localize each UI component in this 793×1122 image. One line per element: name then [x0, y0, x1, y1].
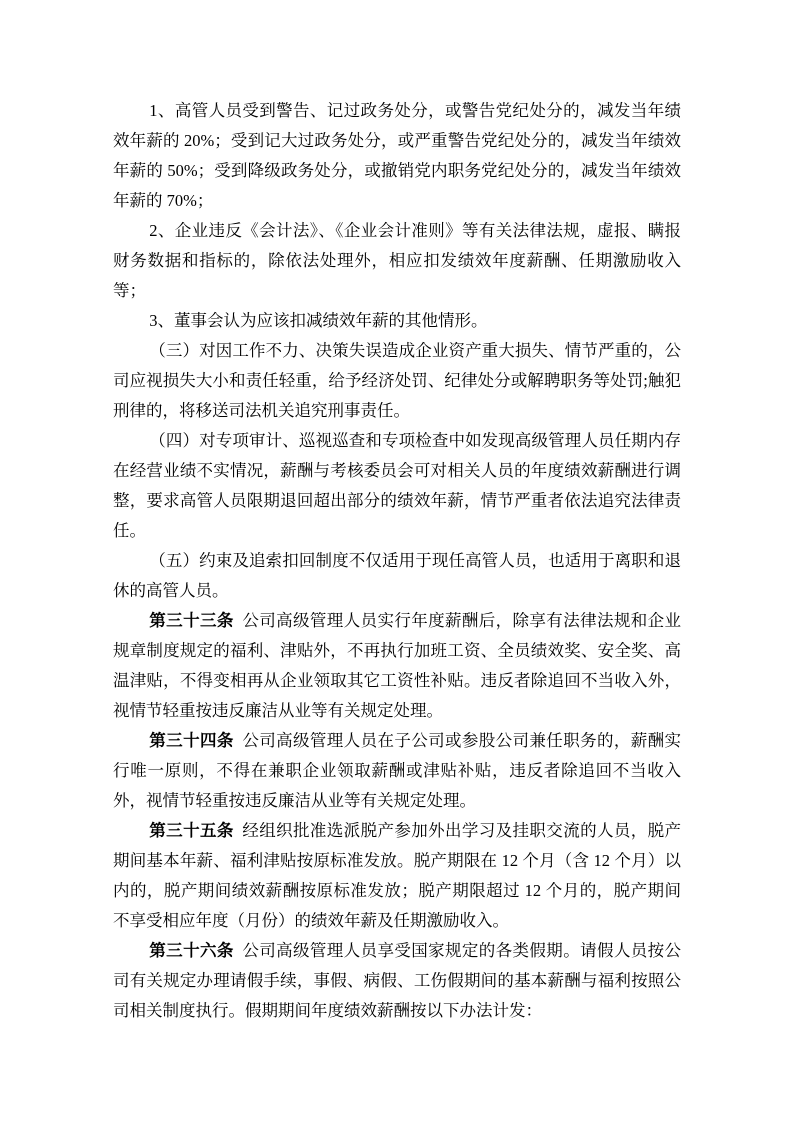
- article-paragraph: 第三十四条 公司高级管理人员在子公司或参股公司兼任职务的，薪酬实行唯一原则，不得在兼职企业领取薪酬或津贴补贴，违反者除追回不当收入外，视情节轻重按违反廉洁从业等有关规定处理。: [113, 731, 682, 810]
- article-number: 第三十四条: [149, 731, 234, 750]
- article-number: 第三十五条: [149, 821, 234, 840]
- body-paragraph: （三）对因工作不力、决策失误造成企业资产重大损失、情节严重的，公司应视损失大小和责任轻重，给予经济处罚、纪律处分或解聘职务等处罚;触犯刑律的，将移送司法机关追究刑事责任。: [113, 341, 681, 420]
- body-paragraph: 3、董事会认为应该扣减绩效年薪的其他情形。: [149, 311, 488, 330]
- article-paragraph: 第三十六条 公司高级管理人员享受国家规定的各类假期。请假人员按公司有关规定办理请假手续，事假、病假、工伤假期间的基本薪酬与福利按照公司相关制度执行。假期期间年度绩效薪酬按以下办法计发：: [113, 941, 682, 1020]
- article-paragraph: 第三十五条 经组织批准选派脱产参加外出学习及挂职交流的人员，脱产期间基本年薪、福利津贴按原标准发放。脱产期限在 12 个月（含 12 个月）以内的，脱产期间绩效薪酬按原标准发放；脱产期限超过 12 个月的，脱产期间不享受相应年度（月份）的绩效年薪及任期激励收入。: [113, 821, 682, 930]
- document-body: [113, 96, 681, 1026]
- body-paragraph: （四）对专项审计、巡视巡查和专项检查中如发现高级管理人员任期内存在经营业绩不实情况，薪酬与考核委员会可对相关人员的年度绩效薪酬进行调整，要求高管人员限期退回超出部分的绩效年薪，情节严重者依法追究法律责任。: [113, 431, 681, 540]
- body-paragraph: 2、企业违反《会计法》、《企业会计准则》等有关法律法规，虚报、瞒报财务数据和指标的，除依法处理外，相应扣发绩效年度薪酬、任期激励收入等；: [113, 221, 681, 300]
- body-paragraph: 1、高管人员受到警告、记过政务处分，或警告党纪处分的，减发当年绩效年薪的 20%；受到记大过政务处分，或严重警告党纪处分的，减发当年绩效年薪的 50%；受到降级政务处分，或撤销党内职务党纪处分的，减发当年绩效年薪的 70%；: [113, 101, 681, 210]
- article-paragraph: 第三十三条 公司高级管理人员实行年度薪酬后，除享有法律法规和企业规章制度规定的福利、津贴外，不再执行加班工资、全员绩效奖、安全奖、高温津贴，不得变相再从企业领取其它工资性补贴。违反者除追回不当收入外，视情节轻重按违反廉洁从业等有关规定处理。: [113, 611, 682, 720]
- article-number: 第三十六条: [149, 941, 234, 960]
- article-number: 第三十三条: [149, 611, 234, 630]
- body-paragraph: （五）约束及追索扣回制度不仅适用于现任高管人员，也适用于离职和退休的高管人员。: [113, 551, 681, 600]
